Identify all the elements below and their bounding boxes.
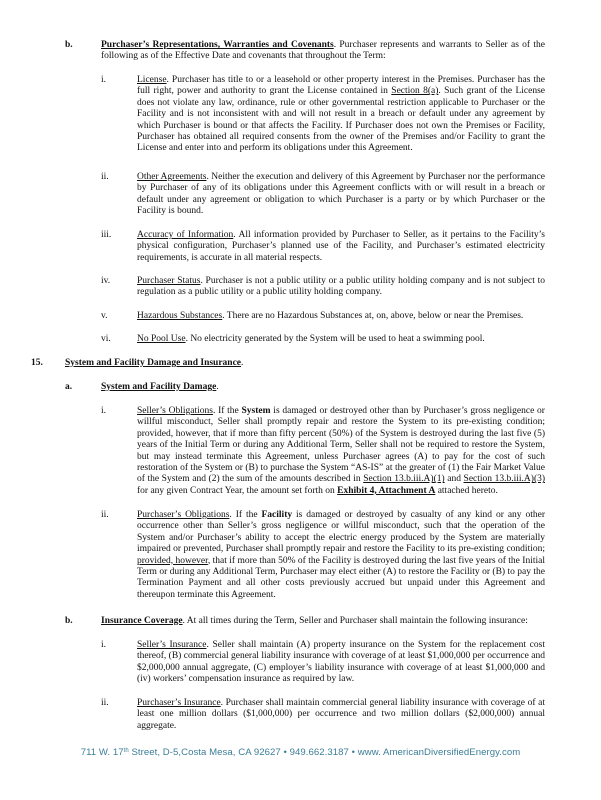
section-intro: Purchaser’s Representations, Warranties and Covenants. Purchaser represents and warrants to Seller as of the following as of the Effective Date and covenants that throughout the Term: xyxy=(101,40,545,62)
section-15a-heading-line: System and Facility Damage. xyxy=(101,382,219,392)
item-numeral: ii. xyxy=(101,172,109,182)
item-title: Seller’s Obligations xyxy=(137,406,213,416)
section-letter: b. xyxy=(65,616,73,626)
rep-accuracy-of-information: Accuracy of Information. All information provided by Purchaser to Seller, as it pertains to the Facility’s physical configuration, Purchaser’s planned use of the Facility, and Purchaser’s estimated electricity requirements, is accurate in all material respects. xyxy=(137,230,545,263)
section-reference: Section 13.b.iii.A)(3) xyxy=(463,474,546,485)
item-title: Purchaser’s Obligations xyxy=(137,510,230,520)
item-numeral: iii. xyxy=(101,230,112,240)
rep-no-pool-use: No Pool Use. No electricity generated by the System will be used to heat a swimming pool. xyxy=(137,334,485,344)
seller-insurance: Seller’s Insurance. Seller shall maintain (A) property insurance on the System for the replacement cost thereof, (B) commercial general liability insurance with coverage of at least $1,000,000 per occurrence and $2,000,000 annual aggregate, (C) employer’s liability insurance with coverage of at least $1,000,000 and (iv) workers’ compensation insurance as required by law. xyxy=(137,640,545,685)
item-title: Purchaser Status xyxy=(137,276,201,286)
item-title: Hazardous Substances xyxy=(137,311,223,321)
item-numeral: i. xyxy=(101,640,107,650)
rep-hazardous-substances: Hazardous Substances. There are no Hazardous Substances at, on, above, below or near the Premises. xyxy=(137,311,524,321)
footer-address: 711 W. 17th Street, D-5,Costa Mesa, CA 92627 xyxy=(80,747,281,758)
item-numeral: ii. xyxy=(101,698,109,708)
item-title: Accuracy of Information xyxy=(137,230,234,240)
bullet-separator: • xyxy=(280,747,290,758)
purchaser-obligations: Purchaser’s Obligations. If the Facility is damaged or destroyed by casualty of any kind or any other occurrence other than Seller’s gross negligence or willful misconduct, such that the operation of the System and/or Purchaser’s ability to accept the electric energy produced by the System are materially impaired or prevented, Purchaser shall promptly repair and restore the Facility to its pre-existing condition; provided, however, that if more than 50% of the Facility is destroyed during the last five years of the Initial Term or during any Additional Term, Purchaser may elect either (A) to restore the Facility or (B) to pay the Termination Payment and all other costs previously accrued but unpaid under this Agreement and thereupon terminate this Agreement. xyxy=(137,510,545,600)
bullet-separator: • xyxy=(348,747,358,758)
page-footer xyxy=(0,746,601,758)
rep-purchaser-status: Purchaser Status. Purchaser is not a public utility or a public utility holding company and is not subject to regulation as a public utility or a public utility holding company. xyxy=(137,276,545,298)
item-title: Purchaser’s Insurance xyxy=(137,698,221,708)
item-numeral: i. xyxy=(101,75,107,85)
rep-license: License. Purchaser has title to or a leasehold or other property interest in the Premises. Purchaser has the full right, power and authority to grant the License contained in Section 8(a). Such grant of the License does not violate any law, ordinance, rule or other governmental restriction applicable to Purchaser or the Facility and is not inconsistent with and will not result in a breach or default under any agreement by which Purchaser is bound or that affects the Facility. If Purchaser does not own the Premises or Facility, Purchaser has obtained all required consents from the owner of the Premises and/or Facility to grant the License and enter into and perform its obligations under this Agreement. xyxy=(137,75,546,154)
item-numeral: ii. xyxy=(101,510,109,520)
purchaser-insurance: Purchaser’s Insurance. Purchaser shall maintain commercial general liability insurance with coverage of at least one million dollars ($1,000,000) per occurrence and two million dollars ($2,000,000) annual aggregate. xyxy=(137,698,545,731)
section-heading: System and Facility Damage xyxy=(101,382,217,392)
item-title: No Pool Use xyxy=(137,334,186,344)
item-title: Other Agreements xyxy=(137,172,207,182)
footer-website: www. AmericanDiversifiedEnergy.com xyxy=(357,747,521,758)
footer-phone: 949.662.3187 xyxy=(289,747,349,758)
section-letter: a. xyxy=(65,382,73,392)
proviso: provided, however xyxy=(137,555,208,566)
section-15-heading-line: System and Facility Damage and Insurance. xyxy=(65,358,244,368)
item-title: Seller’s Insurance xyxy=(137,640,207,650)
defined-term: System xyxy=(241,406,271,416)
item-title: License xyxy=(137,75,167,85)
section-heading: Insurance Coverage xyxy=(101,616,183,626)
section-reference: Section 13.b.iii.A)(1) xyxy=(363,474,445,485)
item-numeral: iv. xyxy=(101,276,111,286)
seller-obligations: Seller’s Obligations. If the System is damaged or destroyed other than by Purchaser’s gross negligence or willful misconduct, Seller shall promptly repair and restore the System to its pre-existing condition; provided, however, that if more than fifty percent (50%) of the System is destroyed during the last five (5) years of the Initial Term or during any Additional Term, Seller shall not be required to restore the System, but may instead terminate this Agreement, unless Purchaser agrees (A) to pay for the cost of such restoration of the System or (B) to purchase the System “AS-IS” at the greater of (1) the Fair Market Value of the System and (2) the sum of the amounts described in Section 13.b.iii.A)(1) and Section 13.b.iii.A)(3) for any given Contract Year, the amount set forth on Exhibit 4, Attachment A attached hereto. xyxy=(137,406,546,496)
item-numeral: vi. xyxy=(101,334,111,344)
item-numeral: i. xyxy=(101,406,107,416)
section-number: 15. xyxy=(31,358,43,368)
section-reference: Section 8(a) xyxy=(391,86,439,97)
defined-term: Facility xyxy=(261,510,293,520)
section-heading: System and Facility Damage and Insurance xyxy=(65,358,242,368)
section-letter: b. xyxy=(65,40,73,50)
section-heading: Purchaser’s Representations, Warranties and Covenants xyxy=(101,40,334,50)
rep-other-agreements: Other Agreements. Neither the execution and delivery of this Agreement by Purchaser nor the performance by Purchaser of any of its obligations under this Agreement conflicts with or will result in a breach or default under any agreement or obligation to which Purchaser is a party or by which Purchaser or the Facility is bound. xyxy=(137,172,545,217)
section-15b-intro: Insurance Coverage. At all times during the Term, Seller and Purchaser shall maintain the following insurance: xyxy=(101,616,528,626)
exhibit-reference: Exhibit 4, Attachment A xyxy=(337,485,436,496)
item-numeral: v. xyxy=(101,311,108,321)
